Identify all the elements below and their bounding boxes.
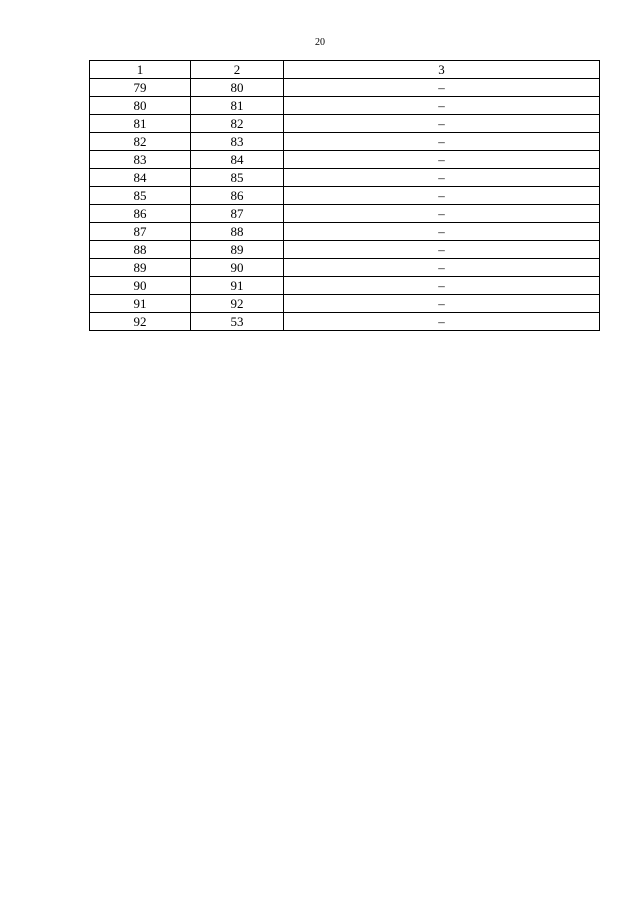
- table-cell: –: [284, 133, 600, 151]
- table-cell: –: [284, 313, 600, 331]
- column-header-1: 1: [90, 61, 191, 79]
- table-row: [90, 241, 600, 259]
- table-cell: 79: [90, 79, 191, 97]
- table-cell: 90: [90, 277, 191, 295]
- table-cell: –: [284, 115, 600, 133]
- table-row: [90, 133, 600, 151]
- table-cell: 80: [191, 79, 284, 97]
- table-row: [90, 205, 600, 223]
- table-cell: 88: [90, 241, 191, 259]
- table-row: [90, 187, 600, 205]
- table-cell: 89: [191, 241, 284, 259]
- table-cell: –: [284, 79, 600, 97]
- table-cell: –: [284, 205, 600, 223]
- table-cell: 92: [191, 295, 284, 313]
- table-cell: 92: [90, 313, 191, 331]
- table-cell: 83: [191, 133, 284, 151]
- column-header-2: 2: [191, 61, 284, 79]
- table-cell: 87: [191, 205, 284, 223]
- table-cell: –: [284, 223, 600, 241]
- table-cell: 91: [191, 277, 284, 295]
- table-cell: 84: [191, 151, 284, 169]
- header-row: [90, 61, 600, 79]
- table-body: [90, 79, 600, 331]
- table-header: [90, 61, 600, 79]
- table-row: [90, 97, 600, 115]
- table-row: [90, 277, 600, 295]
- table-cell: –: [284, 241, 600, 259]
- table-row: [90, 115, 600, 133]
- table-row: [90, 223, 600, 241]
- table-cell: 85: [90, 187, 191, 205]
- table-cell: 90: [191, 259, 284, 277]
- table-cell: –: [284, 97, 600, 115]
- table-row: [90, 79, 600, 97]
- table-cell: 86: [90, 205, 191, 223]
- table-cell: 80: [90, 97, 191, 115]
- table-cell: –: [284, 187, 600, 205]
- column-header-3: 3: [284, 61, 600, 79]
- table-cell: 88: [191, 223, 284, 241]
- table-cell: –: [284, 151, 600, 169]
- table-row: [90, 313, 600, 331]
- table-cell: 83: [90, 151, 191, 169]
- table-cell: 81: [90, 115, 191, 133]
- table-cell: 82: [90, 133, 191, 151]
- table-cell: 89: [90, 259, 191, 277]
- table-row: [90, 295, 600, 313]
- table-row: [90, 169, 600, 187]
- table-cell: 87: [90, 223, 191, 241]
- table-cell: 91: [90, 295, 191, 313]
- table-cell: –: [284, 169, 600, 187]
- table-cell: 81: [191, 97, 284, 115]
- table-cell: 82: [191, 115, 284, 133]
- table-row: [90, 259, 600, 277]
- table-cell: 84: [90, 169, 191, 187]
- table-cell: 86: [191, 187, 284, 205]
- table-cell: 85: [191, 169, 284, 187]
- page-number: 20: [315, 37, 325, 48]
- table-cell: –: [284, 295, 600, 313]
- table-row: [90, 151, 600, 169]
- data-table: [89, 60, 600, 331]
- table-cell: –: [284, 277, 600, 295]
- table-cell: 53: [191, 313, 284, 331]
- table-cell: –: [284, 259, 600, 277]
